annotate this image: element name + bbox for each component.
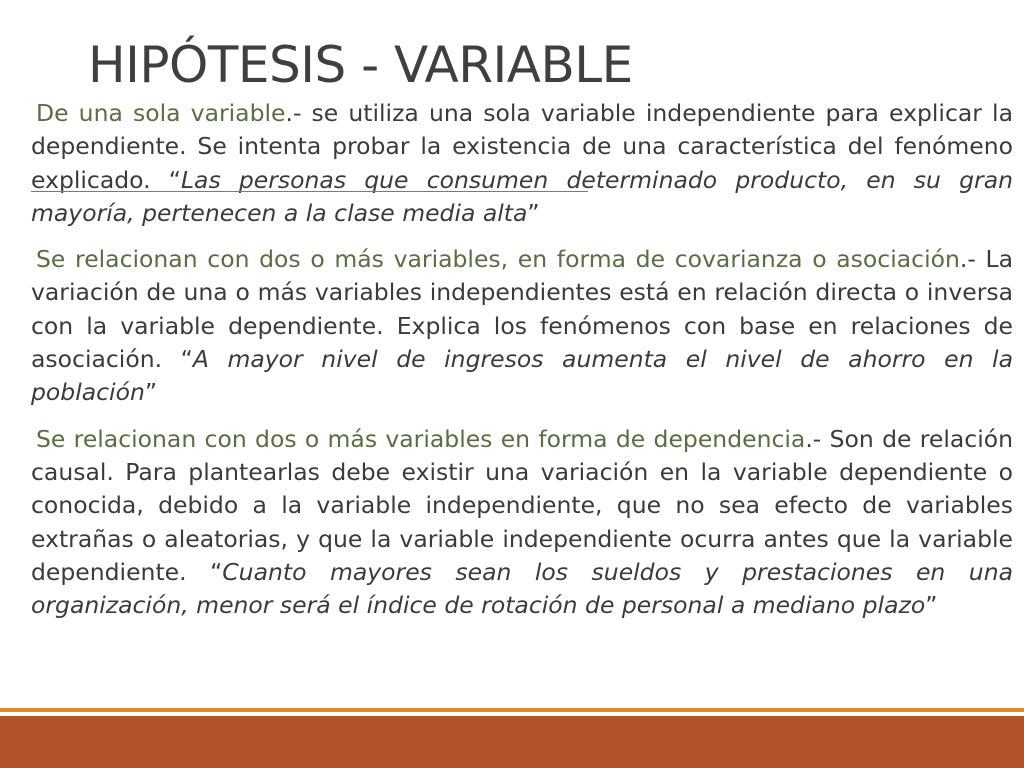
underline-rule [31,191,588,192]
paragraph-quote-close: ” [925,591,938,620]
paragraph-quote-close: ” [527,198,540,227]
paragraph-body: .- se utiliza una sola variable independiente para explicar la dependiente. Se intenta probar la existencia de una característica del fenómeno explicado. “ [31,99,1013,194]
paragraph-body: .- La variación de una o más variables independientes está en relación directa o inversa con la variable dependiente. Explica los fenómenos con base en relaciones de asociación. “ [31,245,1013,374]
paragraph-quote: Cuanto mayores sean los sueldos y prestaciones en una organización, menor será el índice de rotación de personal a mediano plazo [31,557,1013,620]
footer-band [0,716,1024,768]
slide-body [31,97,1013,635]
paragraph-dependence [31,423,1013,623]
paragraph-single-variable [31,97,1013,230]
paragraph-quote-close: ” [144,378,158,407]
slide-title: HIPÓTESIS - VARIABLE [88,36,633,94]
paragraph-lead: Se relacionan con dos o más variables en forma de dependencia [36,424,806,453]
paragraph-quote: Las personas que consumen determinado producto, en su gran mayoría, pertenecen a la clase media alta [31,165,1013,227]
paragraph-lead: De una sola variable [36,99,286,127]
paragraph-lead: Se relacionan con dos o más variables, en forma de covarianza o asociación [36,245,960,274]
footer-accent-line [0,708,1024,712]
paragraph-covariance [31,243,1013,409]
paragraph-body: .- Son de relación causal. Para plantearlas debe existir una variación en la variable dependiente o conocida, debido a la variable independiente, que no sea efecto de variables extrañas o aleatorias, y que la variable independiente ocurra antes que la variable dependiente. “ [31,424,1014,586]
paragraph-quote: A mayor nivel de ingresos aumenta el nivel de ahorro en la población [31,345,1013,407]
